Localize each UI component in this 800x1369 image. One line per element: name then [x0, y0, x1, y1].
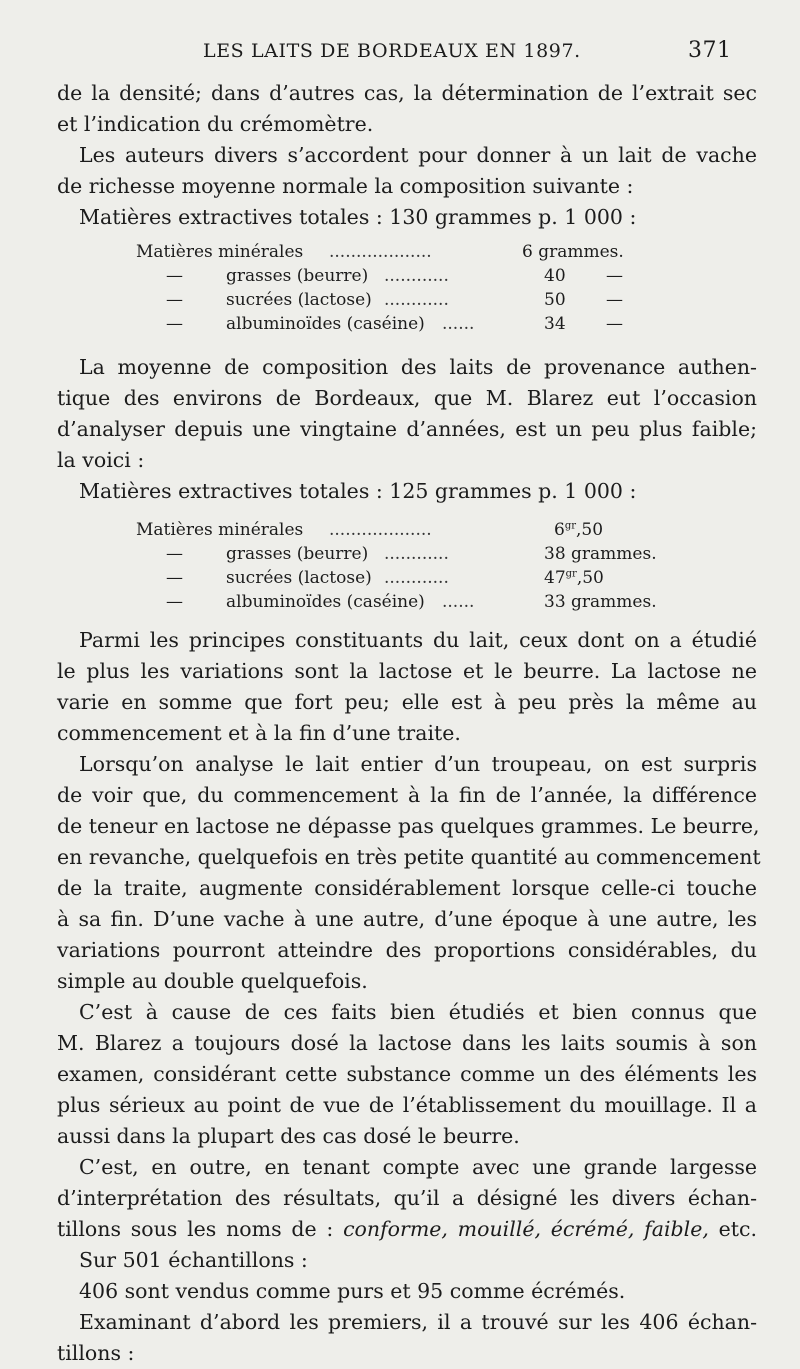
- ditto-dash: —: [606, 290, 623, 310]
- table-row: [136, 542, 676, 566]
- text-line: Matières extractives totales : 130 grammes p. 1 000 :: [79, 205, 637, 229]
- dot-leader: ...................: [329, 520, 432, 540]
- text-line: la voici :: [57, 448, 145, 472]
- ditto-dash: —: [606, 314, 623, 334]
- row-value: 6 grammes.: [522, 242, 624, 262]
- text-line: aussi dans la plupart des cas dosé le beurre.: [57, 1124, 520, 1148]
- row-value: 34: [544, 314, 566, 334]
- ditto-dash: —: [166, 592, 183, 612]
- text-line: C’est, en outre, en tenant compte avec une grande largesse: [79, 1155, 757, 1179]
- dot-leader: ............: [384, 290, 449, 310]
- text-line: d’interprétation des résultats, qu’il a désigné les divers échan-: [57, 1186, 757, 1210]
- text-line: varie en somme que fort peu; elle est à peu près la même au: [57, 690, 757, 714]
- text-line: examen, considérant cette substance comme un des éléments les: [57, 1062, 757, 1086]
- composition-table-normal: [136, 240, 676, 336]
- text-line: à sa fin. D’une vache à une autre, d’une époque à une autre, les: [57, 907, 757, 931]
- text-line: de voir que, du commencement à la fin de l’année, la différence: [57, 783, 757, 807]
- text-line: variations pourront atteindre des proportions considérables, du: [57, 938, 757, 962]
- table-row: [136, 312, 676, 336]
- ditto-dash: —: [606, 266, 623, 286]
- text-line: C’est à cause de ces faits bien étudiés et bien connus que: [79, 1000, 757, 1024]
- row-label: albuminoïdes (caséine): [226, 592, 425, 612]
- dot-leader: ......: [442, 314, 475, 334]
- text-line: Les auteurs divers s’accordent pour donner à un lait de vache: [79, 143, 757, 167]
- text-line: tillons :: [57, 1341, 135, 1365]
- paragraph-intro: [57, 78, 757, 233]
- text-line: et l’indication du crémomètre.: [57, 112, 374, 136]
- row-value: $6^{gr},50$: [554, 520, 604, 540]
- row-label: grasses (beurre): [226, 544, 369, 564]
- paragraph-samples: [57, 1245, 757, 1369]
- text-line: d’analyser depuis une vingtaine d’années, est un peu plus faible;: [57, 417, 757, 441]
- text-line: Lorsqu’on analyse le lait entier d’un troupeau, on est surpris: [79, 752, 757, 776]
- row-label: Matières minérales: [136, 242, 304, 262]
- text-line: commencement et à la fin d’une traite.: [57, 721, 461, 745]
- row-value: $47^{gr},50$: [544, 568, 604, 588]
- text-line: Matières extractives totales : 125 grammes p. 1 000 :: [79, 479, 637, 503]
- text-line: 406 sont vendus comme purs et 95 comme écrémés.: [79, 1279, 626, 1303]
- ditto-dash: —: [166, 314, 183, 334]
- table-row: [136, 518, 676, 542]
- dot-leader: ............: [384, 568, 449, 588]
- table-row: [136, 566, 676, 590]
- text-line: plus sérieux au point de vue de l’établissement du mouillage. Il a: [57, 1093, 757, 1117]
- text-line: tique des environs de Bordeaux, que M. Blarez eut l’occasion: [57, 386, 757, 410]
- row-value: 33 grammes.: [544, 592, 657, 612]
- text-line: M. Blarez a toujours dosé la lactose dans les laits soumis à son: [57, 1031, 757, 1055]
- row-label: albuminoïdes (caséine): [226, 314, 425, 334]
- row-label: Matières minérales: [136, 520, 304, 540]
- table-row: [136, 590, 676, 614]
- table-row: [136, 264, 676, 288]
- paragraph-variations: [57, 625, 761, 1245]
- row-label: sucrées (lactose): [226, 568, 372, 588]
- ditto-dash: —: [166, 266, 183, 286]
- row-value: 40: [544, 266, 566, 286]
- text-line: en revanche, quelquefois en très petite quantité au commencement: [57, 845, 761, 869]
- table-row: [136, 240, 676, 264]
- dot-leader: ............: [384, 266, 449, 286]
- dot-leader: ...................: [329, 242, 432, 262]
- text-line: le plus les variations sont la lactose et le beurre. La lactose ne: [57, 659, 757, 683]
- ditto-dash: —: [166, 290, 183, 310]
- page-number: 371: [688, 38, 732, 63]
- text-line: de richesse moyenne normale la composition suivante :: [57, 174, 634, 198]
- running-title: LES LAITS DE BORDEAUX EN 1897.: [203, 40, 581, 62]
- row-value: 38 grammes.: [544, 544, 657, 564]
- dot-leader: ......: [442, 592, 475, 612]
- composition-table-bordeaux: [136, 518, 676, 614]
- text-line: de la traite, augmente considérablement lorsque celle-ci touche: [57, 876, 757, 900]
- text-line: tillons sous les noms de : conforme, mouillé, écrémé, faible, etc.: [57, 1217, 757, 1241]
- text-line: Sur 501 échantillons :: [79, 1248, 308, 1272]
- text-line: Examinant d’abord les premiers, il a trouvé sur les 406 échan-: [79, 1310, 757, 1334]
- dot-leader: ............: [384, 544, 449, 564]
- text-line: de la densité; dans d’autres cas, la détermination de l’extrait sec: [57, 81, 757, 105]
- row-label: grasses (beurre): [226, 266, 369, 286]
- table-row: [136, 288, 676, 312]
- ditto-dash: —: [166, 544, 183, 564]
- running-header: [0, 32, 800, 72]
- text-line: simple au double quelquefois.: [57, 969, 368, 993]
- row-label: sucrées (lactose): [226, 290, 372, 310]
- text-line: de teneur en lactose ne dépasse pas quelques grammes. Le beurre,: [57, 814, 760, 838]
- paragraph-bordeaux-average: [57, 352, 757, 507]
- text-line: Parmi les principes constituants du lait, ceux dont on a étudié: [79, 628, 757, 652]
- text-line: La moyenne de composition des laits de provenance authen-: [79, 355, 757, 379]
- ditto-dash: —: [166, 568, 183, 588]
- row-value: 50: [544, 290, 566, 310]
- italic-terms: conforme, mouillé, écrémé, faible,: [343, 1217, 709, 1241]
